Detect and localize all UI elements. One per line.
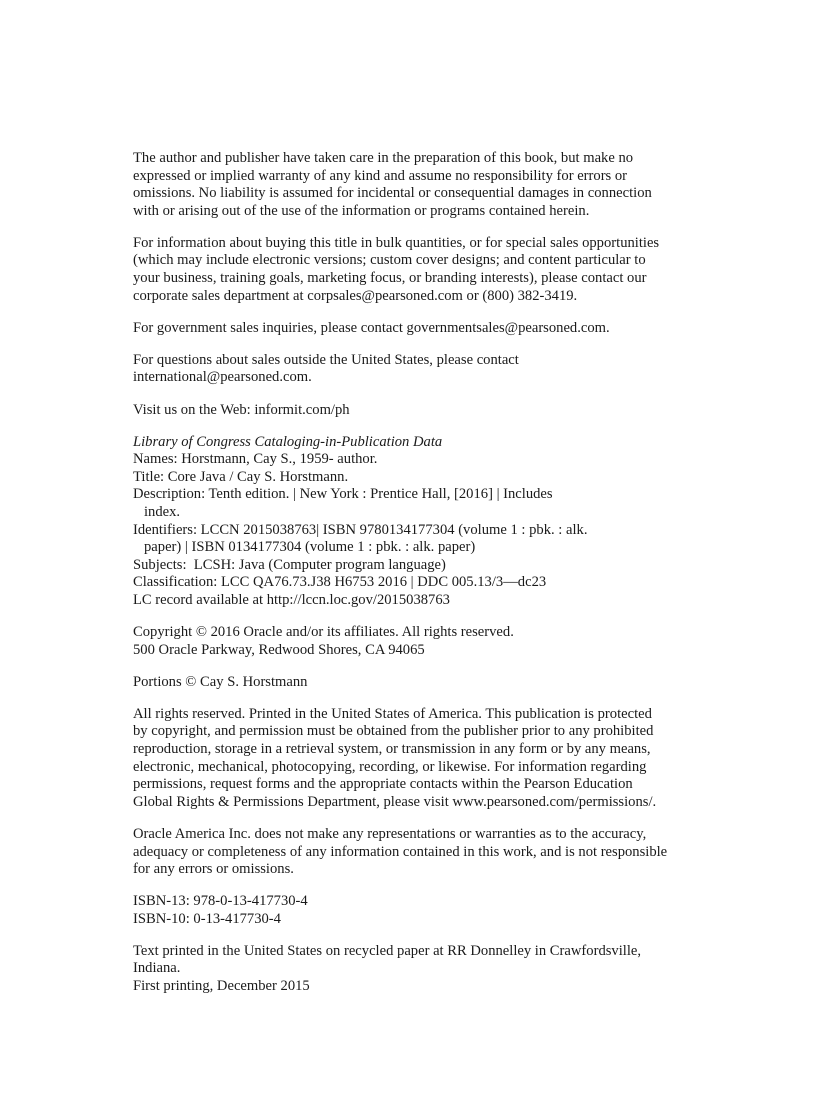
- address-line: 500 Oracle Parkway, Redwood Shores, CA 94065: [133, 641, 425, 658]
- international-sales-paragraph: [133, 352, 705, 387]
- cip-subjects: Subjects: LCSH: Java (Computer program language): [133, 556, 446, 573]
- rights-line: Global Rights & Permissions Department, please visit www.pearsoned.com/permissions/.: [133, 793, 657, 810]
- disclaimer-paragraph: [133, 150, 705, 220]
- bulk-sales-line: For information about buying this title in bulk quantities, or for special sales opportunities: [133, 234, 660, 251]
- bulk-sales-line: corporate sales department at corpsales@pearsoned.com or (800) 382-3419.: [133, 287, 578, 304]
- rights-line: reproduction, storage in a retrieval system, or transmission in any form or by any means,: [133, 741, 651, 758]
- isbn-paragraph: [133, 893, 705, 928]
- oracle-disclaimer-paragraph: [133, 826, 705, 879]
- web-paragraph: [133, 402, 705, 420]
- disclaimer-line: omissions. No liability is assumed for incidental or consequential damages in connection: [133, 185, 652, 202]
- portions-line: Portions © Cay S. Horstmann: [133, 673, 308, 690]
- cip-heading: Library of Congress Cataloging-in-Publication Data: [133, 433, 443, 450]
- oracle-disclaimer-line: for any errors or omissions.: [133, 861, 294, 878]
- printing-line: Text printed in the United States on recycled paper at RR Donnelley in Crawfordsville,: [133, 942, 642, 959]
- isbn-10: ISBN-10: 0-13-417730-4: [133, 910, 281, 927]
- government-sales-line: For government sales inquiries, please contact governmentsales@pearsoned.com.: [133, 319, 610, 336]
- cip-identifiers-continued: paper) | ISBN 0134177304 (volume 1 : pbk. : alk. paper): [144, 539, 476, 556]
- cip-title: Title: Core Java / Cay S. Horstmann.: [133, 468, 349, 485]
- oracle-disclaimer-line: adequacy or completeness of any information contained in this work, and is not responsible: [133, 843, 668, 860]
- first-printing-line: First printing, December 2015: [133, 978, 310, 995]
- cip-lc-record: LC record available at http://lccn.loc.gov/2015038763: [133, 591, 450, 608]
- rights-line: by copyright, and permission must be obtained from the publisher prior to any prohibited: [133, 723, 654, 740]
- copyright-line: Copyright © 2016 Oracle and/or its affiliates. All rights reserved.: [133, 624, 514, 641]
- bulk-sales-line: your business, training goals, marketing focus, or branding interests), please contact our: [133, 270, 647, 287]
- portions-paragraph: [133, 674, 705, 692]
- cip-description-continued: index.: [144, 504, 181, 520]
- printing-paragraph: [133, 943, 705, 996]
- disclaimer-line: with or arising out of the use of the information or programs contained herein.: [133, 202, 590, 219]
- cip-block: [133, 434, 705, 610]
- cip-classification: Classification: LCC QA76.73.J38 H6753 2016 | DDC 005.13/3—dc23: [133, 574, 547, 591]
- cip-identifiers: Identifiers: LCCN 2015038763| ISBN 9780134177304 (volume 1 : pbk. : alk.: [133, 521, 588, 538]
- oracle-disclaimer-line: Oracle America Inc. does not make any representations or warranties as to the accuracy,: [133, 825, 647, 842]
- rights-line: electronic, mechanical, photocopying, recording, or likewise. For information regarding: [133, 758, 647, 775]
- rights-line: All rights reserved. Printed in the United States of America. This publication is protected: [133, 705, 652, 722]
- rights-paragraph: [133, 706, 705, 812]
- disclaimer-line: The author and publisher have taken care in the preparation of this book, but make no: [133, 150, 634, 166]
- cip-description: Description: Tenth edition. | New York : Prentice Hall, [2016] | Includes: [133, 486, 553, 503]
- disclaimer-line: expressed or implied warranty of any kind and assume no responsibility for errors or: [133, 167, 628, 184]
- bulk-sales-line: (which may include electronic versions; custom cover designs; and content particular to: [133, 252, 646, 269]
- international-sales-line: international@pearsoned.com.: [133, 369, 312, 386]
- cip-names: Names: Horstmann, Cay S., 1959- author.: [133, 451, 378, 468]
- rights-line: permissions, request forms and the appropriate contacts within the Pearson Education: [133, 776, 633, 793]
- copyright-paragraph: [133, 624, 705, 659]
- printing-line: Indiana.: [133, 960, 181, 977]
- isbn-13: ISBN-13: 978-0-13-417730-4: [133, 893, 308, 910]
- copyright-text: [133, 150, 705, 1010]
- bulk-sales-paragraph: [133, 235, 705, 305]
- international-sales-line: For questions about sales outside the United States, please contact: [133, 351, 519, 368]
- government-sales-paragraph: [133, 320, 705, 338]
- web-line: Visit us on the Web: informit.com/ph: [133, 401, 350, 418]
